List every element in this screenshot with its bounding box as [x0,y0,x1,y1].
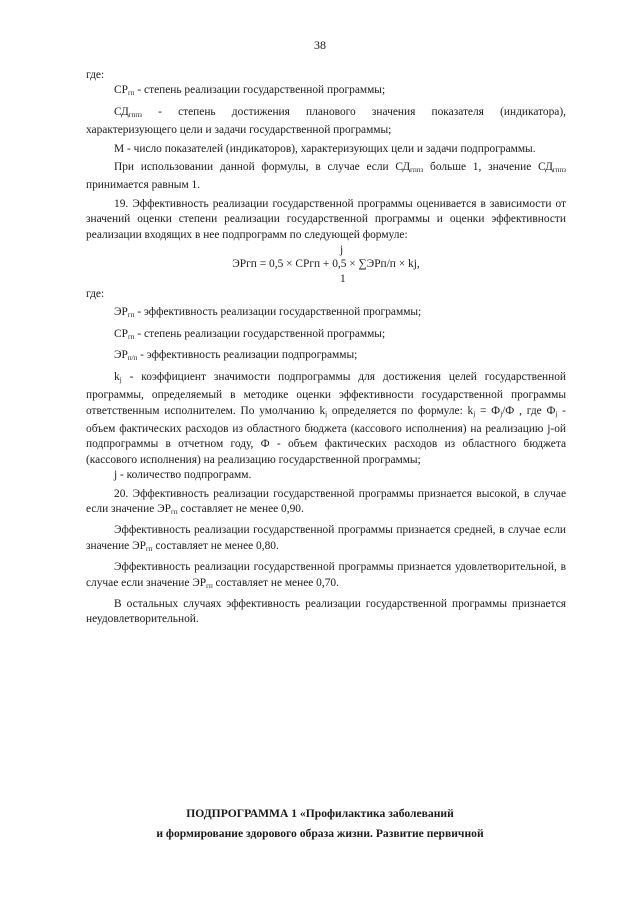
definition-sd-gppz: $СД_{гппз}$ - степень достижения планового значения показателя (индикатора), характеризующего цели и задачи государственной программы; [86,105,566,137]
definition-sr-gp: $СР_{гп}$ - степень реализации государственной программы; [114,84,386,98]
paragraph-medium: Эффективность реализации государственной программы признается средней, в случае если значение $ЭР_{гп}$ составляет не менее 0,80. [86,524,566,553]
formula-expression: ЭРгп = 0,5 × СРгп + 0,5 × ∑ЭРп/п × kj, [232,258,420,271]
document-body [86,68,566,628]
where-label-1: где: [86,69,105,81]
formula-upper-limit: j [340,244,344,257]
paragraph-20-high: 20. Эффективность реализации государственной программы признается высокой, в случае если значение $ЭР_{гп}$ составляет не менее 0,90. [86,487,566,516]
paragraph-unsatisfactory: В остальных случаях эффективность реализации государственной программы признается неудовлетворительной. [86,597,566,626]
where-label-2: где: [86,288,105,301]
subprogram-title-line-2: и формирование здорового образа жизни. Развитие первичной [156,827,484,840]
definition-sr-gp-2: $СР_{гп}$ - степень реализации государственной программы; [114,327,386,341]
definition-er-gp: $ЭР_{гп}$ - эффективность реализации государственной программы; [114,306,422,320]
definition-m: М - число показателей (индикаторов), характеризующих цели и задачи подпрограммы. [114,142,536,155]
definition-kj: $k_j$ - коэффициент значимости подпрограммы для достижения целей государственной программы, определяемый в методике оценки эффективности государственной программы ответственным исполнителем. По умолчанию $k_j$ определяется по формуле: $k_j = Ф_j/Ф$ , где $Ф_j$ - объем фактических расходов из областного бюджета (кассового исполнения) на реализацию j-ой подпрограммы в отчетном году, Ф - объем фактических расходов из областного бюджета (кассового исполнения) на реализацию государственной программы; [86,370,566,466]
subprogram-title [0,804,640,844]
formula-note: При использовании данной формулы, в случае если $СД_{гппз}$ больше 1, значение $СД_{гппз}$ принимается равным 1. [86,161,566,192]
definition-er-pp: $ЭР_{п/п}$ - эффективность реализации подпрограммы; [114,349,358,363]
page-number: 38 [314,38,326,52]
efficiency-formula [86,243,566,287]
definition-j: j - количество подпрограмм. [114,469,252,482]
paragraph-19: 19. Эффективность реализации государственной программы оценивается в зависимости от значений оценки степени реализации государственной программы и оценки эффективности реализации входящих в нее подпрограмм по следующей формуле: [86,197,566,241]
formula-lower-limit: 1 [340,273,346,286]
subprogram-title-line-1: ПОДПРОГРАММА 1 «Профилактика заболеваний [186,807,454,820]
paragraph-satisfactory: Эффективность реализации государственной программы признается удовлетворительной, в случае если значение $ЭР_{гп}$ составляет не менее 0,70. [86,561,566,590]
